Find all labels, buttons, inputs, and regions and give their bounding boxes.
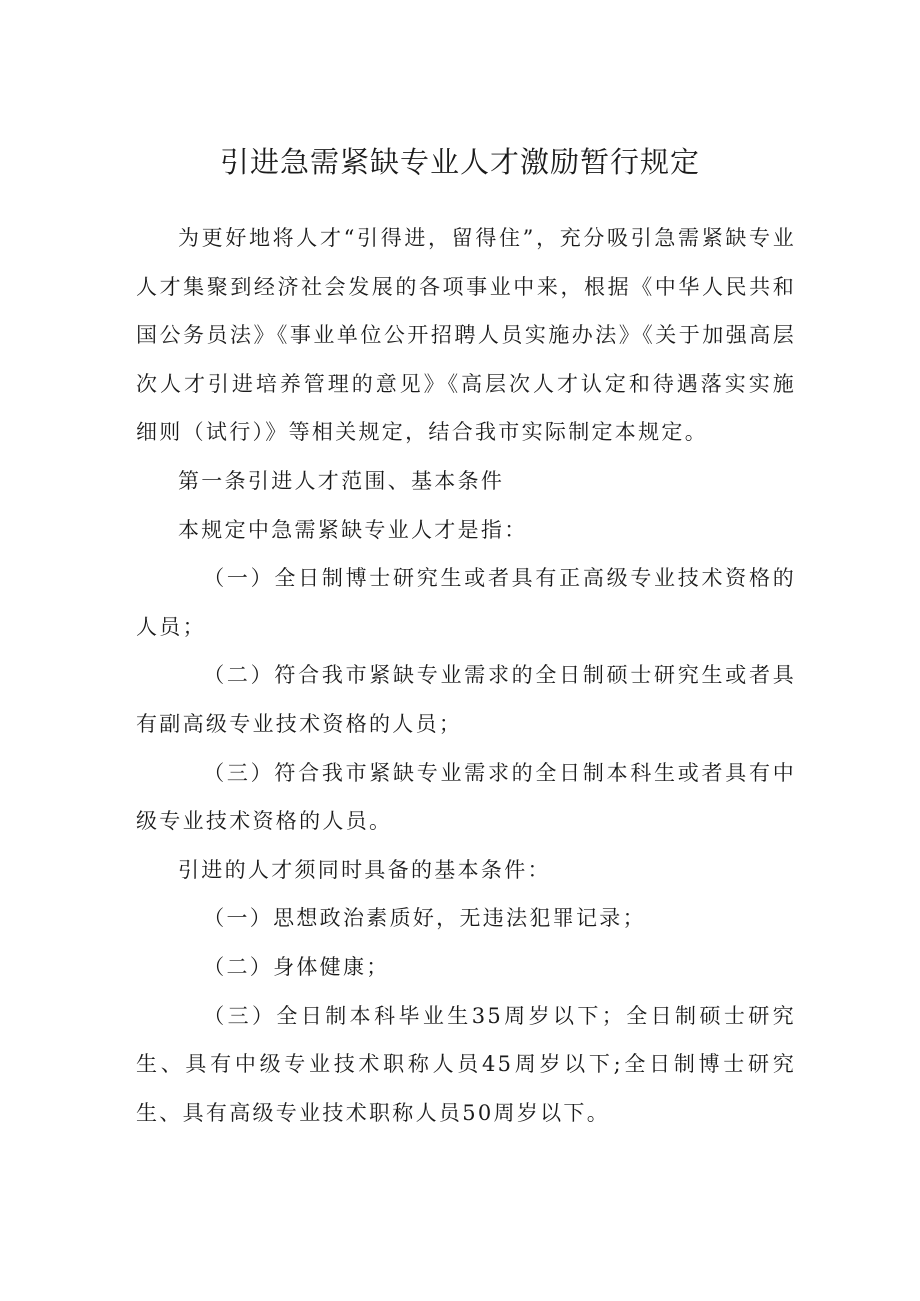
conditions-lead-paragraph: 引进的人才须同时具备的基本条件： (178, 857, 551, 882)
condition-item-1: （一）思想政治素质好，无违法犯罪记录； (203, 906, 646, 931)
condition-item-3: （三）全日制本科毕业生35周岁以下；全日制硕士研究生、具有中级专业技术职称人员45周岁以下;全日制博士研究生、具有高级专业技术职称人员50周岁以下。 (136, 1003, 796, 1125)
article-heading: 第一条引进人才范围、基本条件 (178, 468, 505, 493)
document-title: 引进急需紧缺专业人才激励暂行规定 (219, 145, 700, 179)
intro-paragraph: 为更好地将人才“引得进，留得住”，充分吸引急需紧缺专业人才集聚到经济社会发展的各项事业中来，根据《中华人民共和国公务员法》《事业单位公开招聘人员实施办法》《关于加强高层次人才引进培养管理的意见》《高层次人才认定和待遇落实实施细则（试行）》等相关规定，结合我市实际制定本规定。 (136, 226, 796, 445)
scope-lead-paragraph: 本规定中急需紧缺专业人才是指： (178, 517, 528, 542)
condition-item-2: （二）身体健康； (203, 954, 390, 979)
scope-item-3: （三）符合我市紧缺专业需求的全日制本科生或者具有中级专业技术资格的人员。 (136, 760, 796, 834)
scope-item-2: （二）符合我市紧缺专业需求的全日制硕士研究生或者具有副高级专业技术资格的人员； (136, 663, 796, 736)
document-body (136, 214, 796, 1137)
scope-item-1: （一）全日制博士研究生或者具有正高级专业技术资格的人员； (136, 566, 796, 639)
